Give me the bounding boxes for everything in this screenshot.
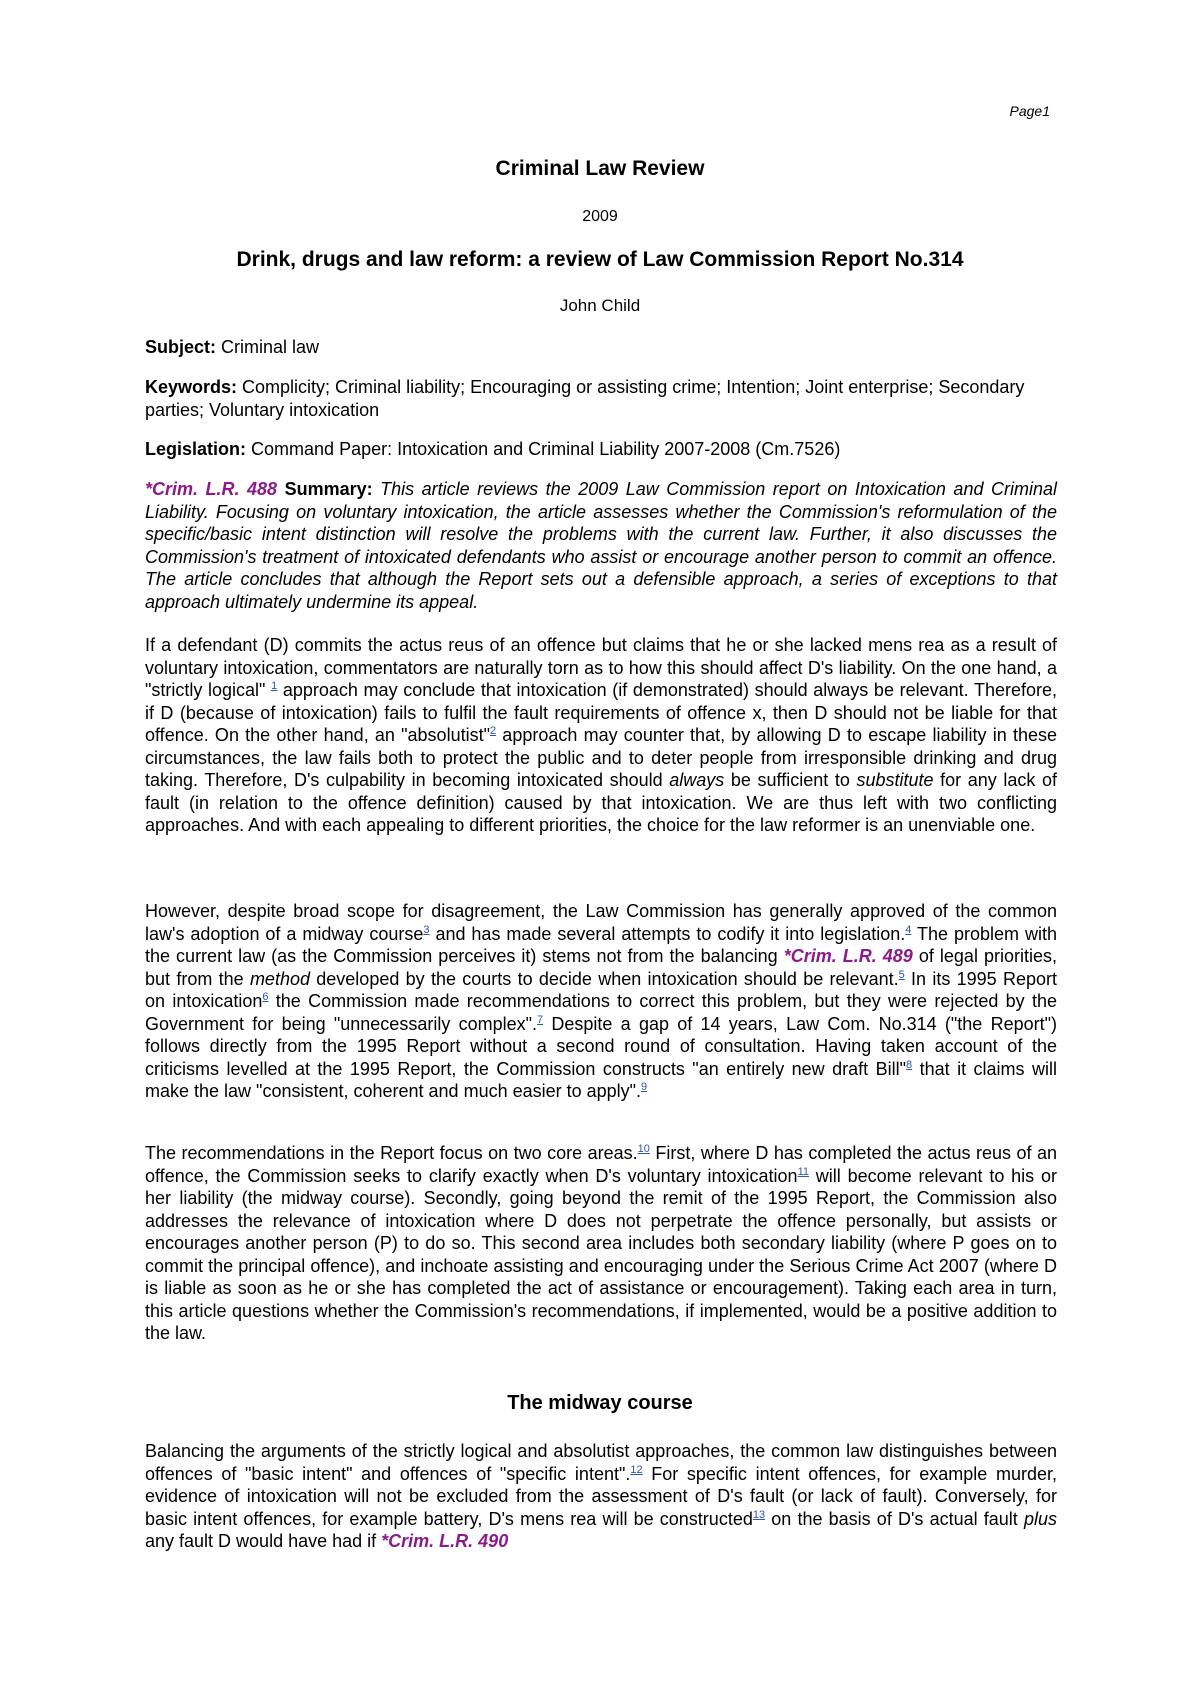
p2-text-i: that it claims will make the law "consistent, coherent and much easier to apply".: [145, 1058, 1057, 1101]
p3-text-a: The recommendations in the Report focus on two core areas.: [145, 1143, 638, 1163]
footnote-link-7[interactable]: 7: [537, 1013, 544, 1026]
page-number: Page1: [1009, 103, 1050, 119]
footnote-link-8[interactable]: 8: [906, 1058, 913, 1071]
p2-text-a: However, despite broad scope for disagreement, the Law Commission has generally approved of the common law's adoption of a midway course: [145, 901, 1057, 944]
p1-text-d: be sufficient to: [724, 770, 857, 790]
body-paragraph-2: [145, 900, 1057, 1103]
p2-emphasis-method: method: [249, 968, 310, 989]
keywords-label: Keywords:: [145, 377, 238, 397]
p1-text-c: approach may counter that, by allowing D to escape liability in these circumstances, the law fails both to protect the public and to deter people from irresponsible drinking and drug taking. Therefore, D's culpability in becoming intoxicated should: [145, 725, 1057, 790]
subject-label: Subject:: [145, 337, 217, 357]
p4-emphasis-plus: plus: [1023, 1508, 1057, 1529]
p1-text-a: If a defendant (D) commits the actus reus of an offence but claims that he or she lacked mens rea as a result of voluntary intoxication, commentators are naturally torn as to how this should affect D's liability. On the one hand, a "strictly logical": [145, 635, 1057, 700]
page-marker-489: *Crim. L.R. 489: [783, 946, 913, 966]
footnote-link-1[interactable]: 1: [271, 680, 278, 692]
p4-text-d: any fault D would have had if: [145, 1531, 382, 1551]
journal-title: Criminal Law Review: [495, 157, 705, 180]
footnote-link-2[interactable]: 2: [489, 725, 497, 737]
keywords-line: [145, 376, 1057, 421]
footnote-link-11[interactable]: 11: [797, 1165, 809, 1178]
footnote-link-9[interactable]: 9: [641, 1081, 648, 1093]
p3-text-b: First, where D has completed the actus reus of an offence, the Commission seeks to clarify exactly when D's voluntary intoxication: [145, 1143, 1058, 1186]
p4-text-c: on the basis of D's actual fault: [765, 1508, 1024, 1529]
p1-emphasis-always: always: [669, 770, 725, 790]
legislation-label: Legislation:: [145, 439, 247, 459]
summary-label: Summary:: [284, 479, 373, 499]
page-marker-488: *Crim. L.R. 488: [145, 479, 278, 499]
footnote-link-13[interactable]: 13: [752, 1508, 766, 1521]
legislation-line: [145, 438, 1057, 461]
body-paragraph-4: [145, 1440, 1057, 1553]
p2-text-g: the Commission made recommendations to correct this problem, but they were rejected by the Government for being "unnecessarily complex".: [145, 991, 1057, 1034]
p1-emphasis-substitute: substitute: [856, 770, 934, 790]
publication-year: 2009: [582, 208, 618, 225]
p2-text-f: In its 1995 Report on intoxication: [145, 968, 1057, 1011]
article-title: Drink, drugs and law reform: a review of Law Commission Report No.314: [236, 248, 964, 271]
p4-text-b: For specific intent offences, for example murder, evidence of intoxication will not be excluded from the assessment of D's fault (or lack of fault). Conversely, for basic intent offences, for example battery, D's mens rea will be constructed: [145, 1463, 1057, 1529]
subject-line: [145, 336, 1057, 359]
p1-text-b: approach may conclude that intoxication (if demonstrated) should always be relevant. Therefore, if D (because of intoxication) fails to fulfil the fault requirements of offence x, then D should not be liable for that offence. On the other hand, an "absolutist": [145, 680, 1057, 745]
footnote-link-10[interactable]: 10: [637, 1143, 650, 1155]
section-heading: The midway course: [507, 1392, 693, 1414]
p2-text-b: and has made several attempts to codify it into legislation.: [429, 923, 906, 944]
keywords-value: Complicity; Criminal liability; Encouraging or assisting crime; Intention; Joint enterprise; Secondary parties; Voluntary intoxication: [145, 377, 1025, 420]
footnote-link-4[interactable]: 4: [905, 923, 912, 936]
p2-text-h: Despite a gap of 14 years, Law Com. No.314 ("the Report") follows directly from the 1995 Report without a second round of consultation. Having taken account of the criticisms levelled at the 1995 Report, the Commission constructs "an entirely new draft Bill": [145, 1013, 1057, 1079]
p2-text-c: The problem with the current law (as the Commission perceives it) stems not from the balancing: [145, 923, 1058, 966]
footnote-link-6[interactable]: 6: [262, 991, 269, 1003]
page-marker-490: *Crim. L.R. 490: [381, 1531, 509, 1551]
p1-text-e: for any lack of fault (in relation to the offence definition) caused by that intoxication. We are thus left with two conflicting approaches. And with each appealing to different priorities, the choice for the law reformer is an unenviable one.: [145, 770, 1057, 835]
author-name: John Child: [559, 296, 641, 315]
summary-paragraph: [145, 478, 1057, 613]
body-paragraph-3: [145, 1142, 1057, 1345]
subject-value: Criminal law: [221, 337, 320, 357]
p3-text-c: will become relevant to his or her liability (the midway course). Secondly, going beyond the remit of the 1995 Report, the Commission also addresses the relevance of intoxication where D does not perpetrate the offence personally, but assists or encourages another person (P) to do so. This second area includes both secondary liability (where P goes on to commit the principal offence), and inchoate assisting and encouraging under the Serious Crime Act 2007 (where D is liable as soon as he or she has completed the act of assistance or encouragement). Taking each area in turn, this article questions whether the Commission's recommendations, if implemented, would be a positive addition to the law.: [145, 1165, 1057, 1343]
footnote-link-5[interactable]: 5: [898, 968, 905, 981]
footnote-link-3[interactable]: 3: [423, 923, 430, 936]
p2-text-e: developed by the courts to decide when intoxication should be relevant.: [309, 968, 899, 989]
body-paragraph-1: [145, 634, 1057, 837]
p4-text-a: Balancing the arguments of the strictly logical and absolutist approaches, the common law distinguishes between offences of "basic intent" and offences of "specific intent".: [145, 1441, 1057, 1484]
summary-text: This article reviews the 2009 Law Commission report on Intoxication and Criminal Liability. Focusing on voluntary intoxication, the article assesses whether the Commission's reformulation of the specific/basic intent distinction will resolve the problems with the current law. Further, it also discusses the Commission's treatment of intoxicated defendants who assist or encourage another person to commit an offence. The article concludes that although the Report sets out a defensible approach, a series of exceptions to that approach ultimately undermine its appeal.: [145, 479, 1057, 612]
legislation-value: Command Paper: Intoxication and Criminal Liability 2007-2008 (Cm.7526): [251, 439, 841, 459]
p2-text-d: of legal priorities, but from the: [145, 946, 1057, 989]
footnote-link-12[interactable]: 12: [630, 1463, 643, 1476]
